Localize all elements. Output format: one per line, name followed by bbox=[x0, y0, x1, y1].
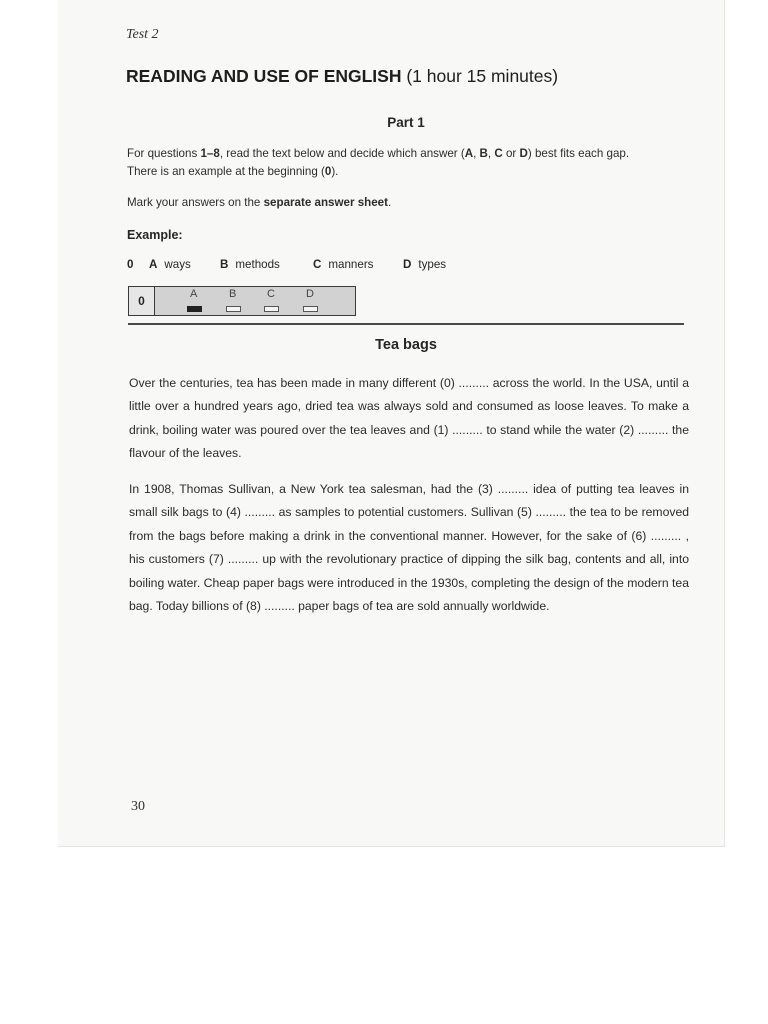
part-heading: Part 1 bbox=[387, 115, 425, 130]
instr-text: , bbox=[487, 147, 495, 160]
example-option-b bbox=[220, 258, 280, 271]
answer-letter-b: B bbox=[229, 288, 237, 300]
option-text: ways bbox=[164, 258, 191, 271]
paragraph-2: In 1908, Thomas Sullivan, a New York tea salesman, had the (3) ......... idea of putting tea leaves in small silk bags to (4) ......... as samples to potential customers. Sullivan (5) ......... the tea to be removed from the bags before making a drink in the conventional manner. However, for the sake of (6) ......... , his customers (7) ......... up with the revolutionary practice of dipping the silk bag, contents and all, into boiling water. Cheap paper bags were introduced in the 1930s, completing the design of the modern tea bag. Today billions of (8) ......... paper bags of tea are sold annually worldwide. bbox=[129, 482, 689, 614]
example-label: Example: bbox=[127, 228, 183, 242]
instr-option-b: B bbox=[479, 147, 488, 160]
paragraph-1: Over the centuries, tea has been made in many different (0) ......... across the world. In the USA, until a little over a hundred years ago, dried tea was always sold and consumed as loose leaves. To make a drink, boiling water was poured over the tea leaves and (1) ......... to stand while the water (2) ......... the flavour of the leaves. bbox=[129, 376, 689, 461]
instr-text: ). bbox=[331, 165, 339, 178]
instr-text: , bbox=[473, 147, 480, 160]
instr-text: , read the text below and decide which answer ( bbox=[219, 147, 465, 160]
instr-text: or bbox=[502, 147, 520, 160]
instr-text: ) best fits each gap. bbox=[527, 147, 630, 160]
example-number: 0 bbox=[127, 258, 134, 271]
option-text: types bbox=[418, 258, 447, 271]
option-text: methods bbox=[235, 258, 280, 271]
instructions-mark bbox=[127, 194, 702, 212]
answer-letter-a: A bbox=[190, 288, 198, 300]
answer-mark-c bbox=[264, 306, 279, 312]
answer-mark-d bbox=[303, 306, 318, 312]
example-option-d bbox=[403, 258, 446, 271]
instr-text: There is an example at the beginning ( bbox=[127, 165, 325, 178]
answer-mark-b bbox=[226, 306, 241, 312]
option-letter: B bbox=[220, 258, 229, 271]
instr-option-d: D bbox=[519, 147, 528, 160]
example-option-a bbox=[149, 258, 191, 271]
example-option-c bbox=[313, 258, 373, 271]
instr-question-range: 1–8 bbox=[200, 147, 220, 160]
instr-text: Mark your answers on the bbox=[127, 196, 264, 209]
example-answer-box bbox=[128, 286, 356, 316]
instr-text: For questions bbox=[127, 147, 201, 160]
option-letter: A bbox=[149, 258, 158, 271]
option-letter: C bbox=[313, 258, 322, 271]
answer-mark-a bbox=[187, 306, 202, 312]
instructions-questions bbox=[127, 145, 702, 181]
page-title-duration: (1 hour 15 minutes) bbox=[401, 66, 559, 86]
page-number: 30 bbox=[131, 799, 145, 814]
instr-text: . bbox=[388, 196, 392, 209]
divider bbox=[128, 323, 684, 325]
instr-answer-sheet: separate answer sheet bbox=[263, 196, 388, 209]
instr-option-c: C bbox=[494, 147, 503, 160]
instr-option-a: A bbox=[464, 147, 474, 160]
option-letter: D bbox=[403, 258, 412, 271]
page-title bbox=[126, 66, 558, 87]
running-head: Test 2 bbox=[126, 27, 159, 42]
answer-letter-c: C bbox=[267, 288, 275, 300]
answer-letter-d: D bbox=[306, 288, 314, 300]
answer-box-number: 0 bbox=[129, 287, 155, 315]
page-title-main: READING AND USE OF ENGLISH bbox=[126, 66, 402, 86]
option-text: manners bbox=[328, 258, 374, 271]
text-title: Tea bags bbox=[375, 337, 437, 353]
instr-example-number: 0 bbox=[324, 165, 332, 178]
